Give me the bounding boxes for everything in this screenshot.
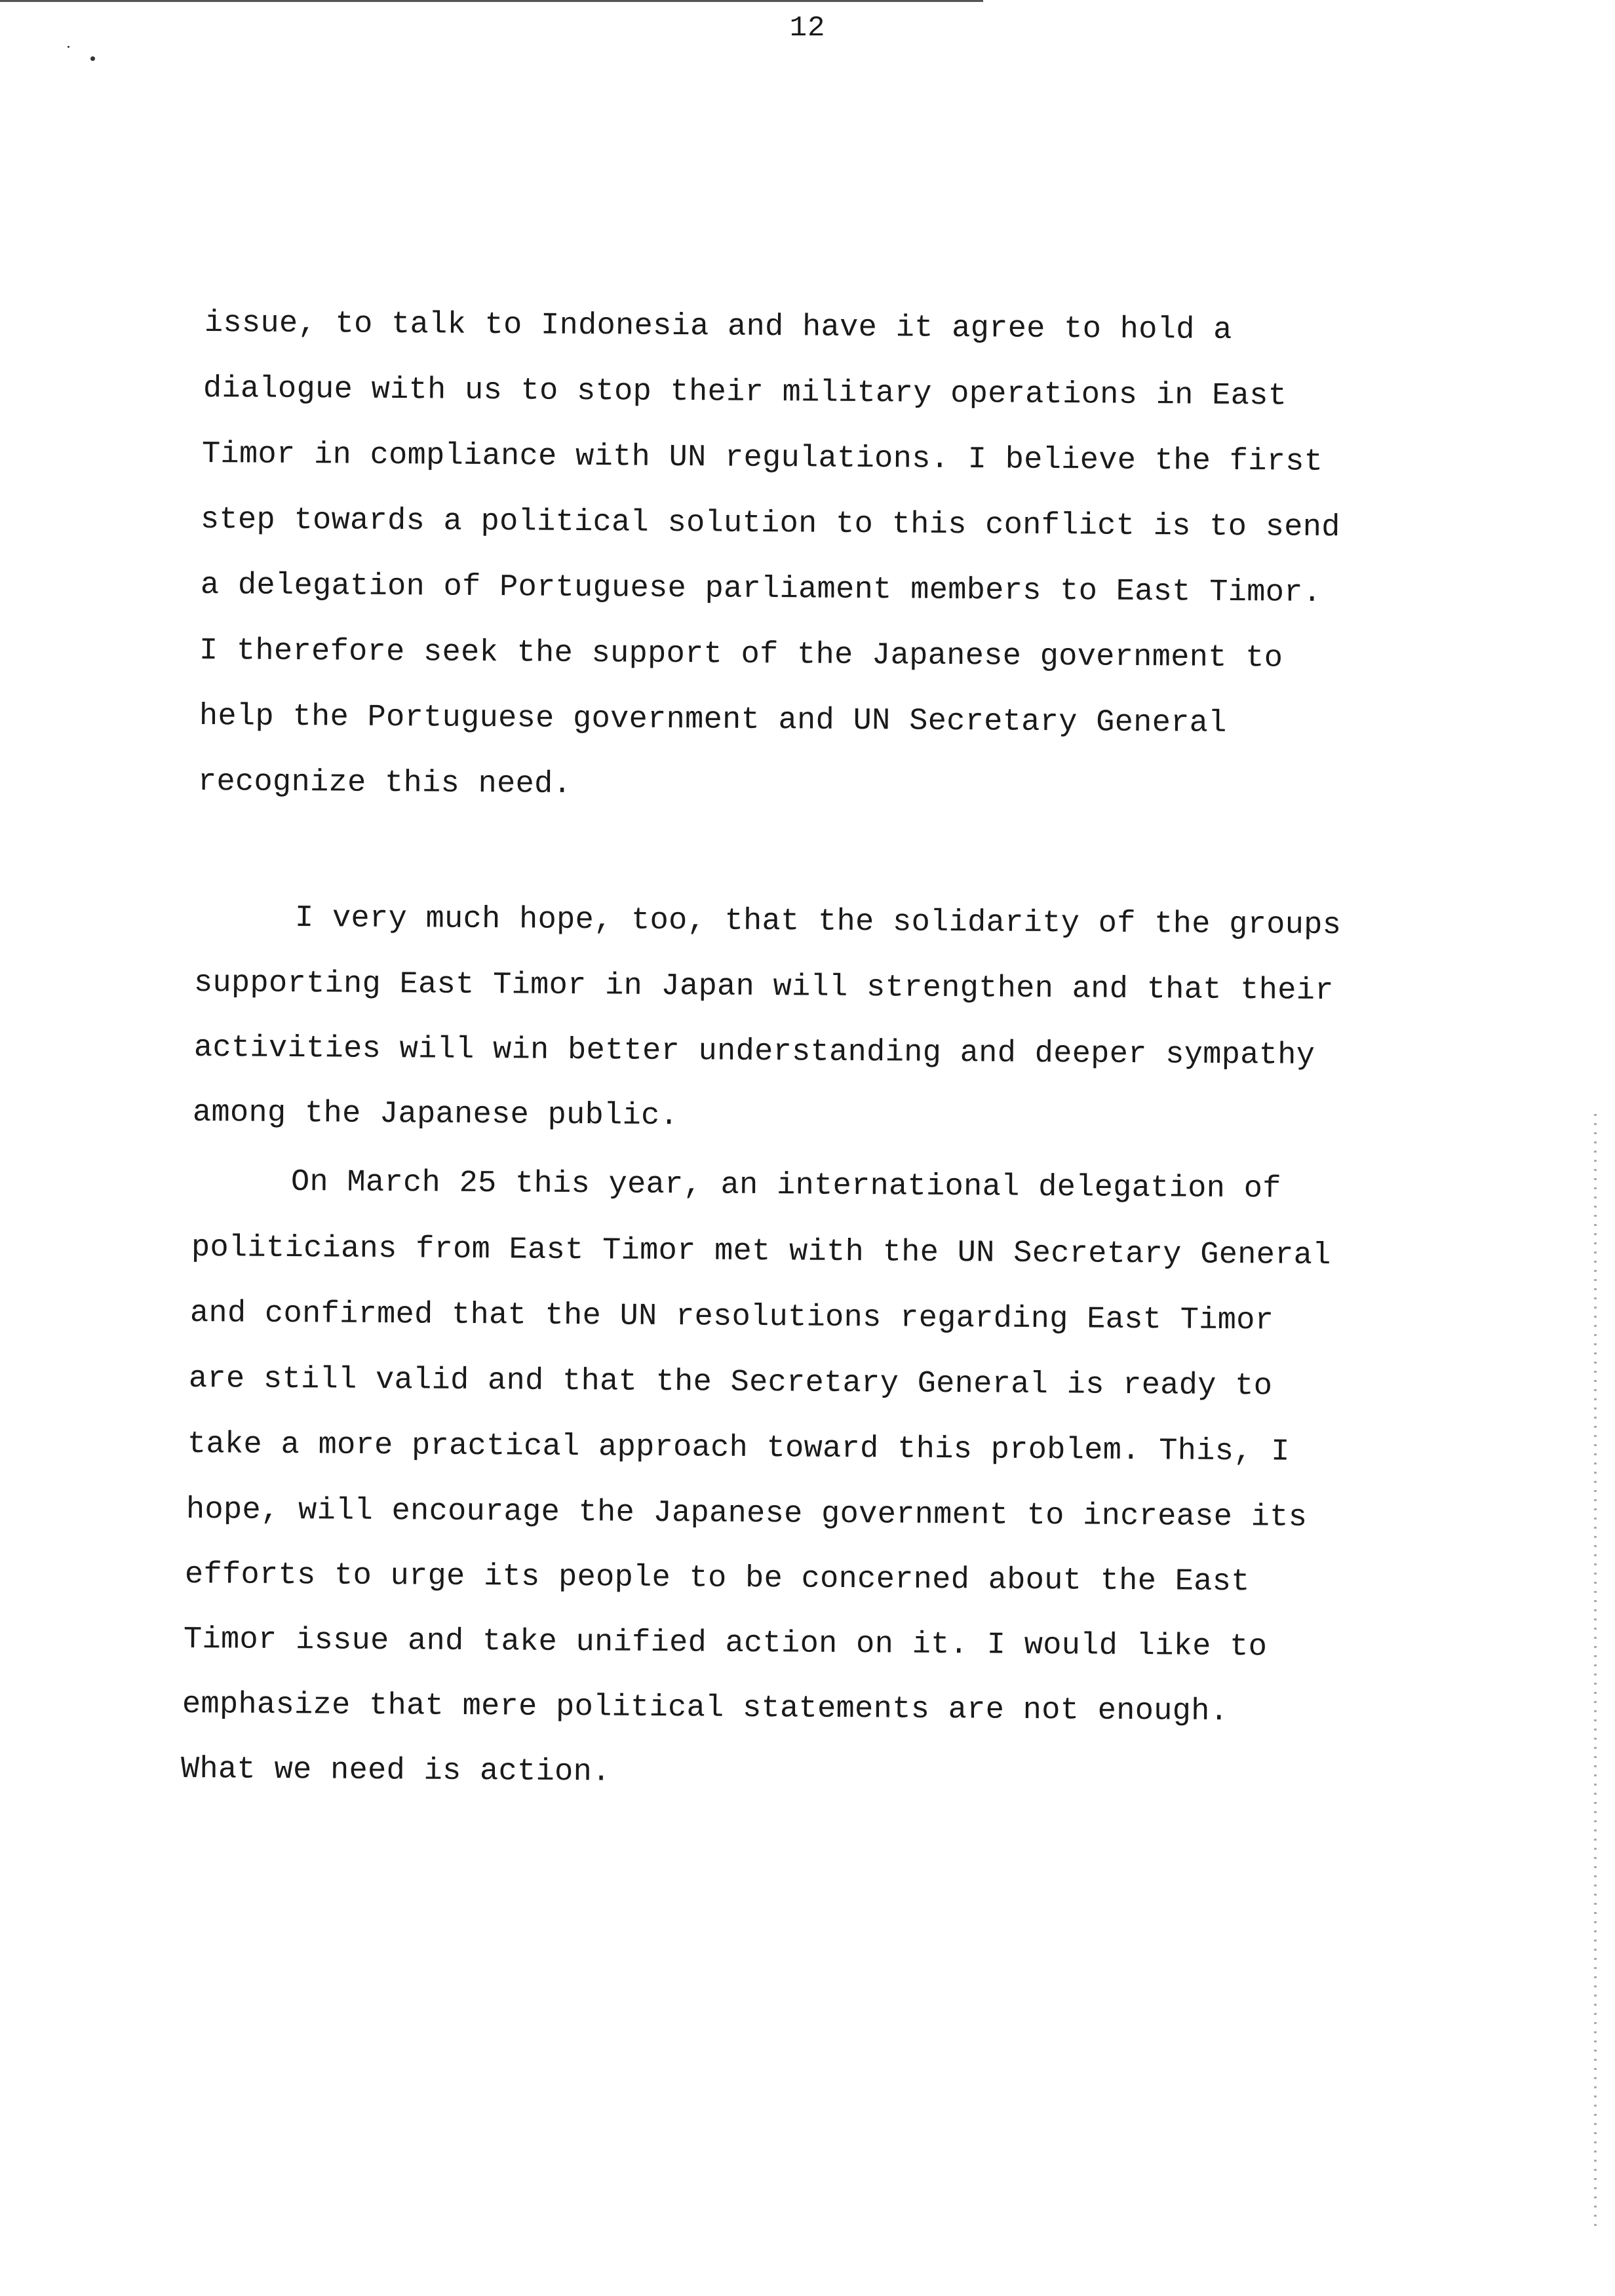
text-line: emphasize that mere political statements are not enough.	[182, 1687, 1229, 1730]
text-line: On March 25 this year, an international delegation of	[290, 1165, 1281, 1207]
text-line: supporting East Timor in Japan will strengthen and that their	[193, 966, 1334, 1009]
text-line: recognize this need.	[197, 765, 572, 802]
text-line: I therefore seek the support of the Japanese government to	[199, 634, 1283, 676]
text-line: among the Japanese public.	[192, 1096, 679, 1134]
scan-speck	[90, 56, 95, 61]
text-line: hope, will encourage the Japanese government to increase its	[185, 1493, 1308, 1535]
text-line: are still valid and that the Secretary General is ready to	[188, 1362, 1273, 1404]
scan-speck	[68, 46, 69, 48]
text-line: dialogue with us to stop their military operations in East	[203, 372, 1287, 414]
page-number: 12	[789, 12, 826, 45]
text-line: issue, to talk to Indonesia and have it agree to hold a	[204, 306, 1232, 348]
text-line: a delegation of Portuguese parliament members to East Timor.	[200, 568, 1322, 611]
scan-edge	[0, 0, 983, 2]
text-line: Timor in compliance with UN regulations. I believe the first	[201, 437, 1323, 480]
text-line: Timor issue and take unified action on it. I would like to	[183, 1622, 1268, 1665]
text-line: What we need is action.	[180, 1752, 611, 1790]
text-line: politicians from East Timor met with the UN Secretary General	[191, 1231, 1331, 1274]
text-line: help the Portuguese government and UN Secretary General	[199, 699, 1227, 741]
text-line: activities will win better understanding and deeper sympathy	[193, 1031, 1315, 1073]
margin-scan-marks	[1594, 1114, 1597, 2228]
text-line: take a more practical approach toward this problem. This, I	[187, 1427, 1290, 1470]
text-line: and confirmed that the UN resolutions regarding East Timor	[189, 1296, 1274, 1339]
text-line: I very much hope, too, that the solidarity of the groups	[294, 901, 1342, 944]
text-line: step towards a political solution to this conflict is to send	[200, 503, 1340, 546]
text-line: efforts to urge its people to be concerned about the East	[184, 1558, 1250, 1600]
